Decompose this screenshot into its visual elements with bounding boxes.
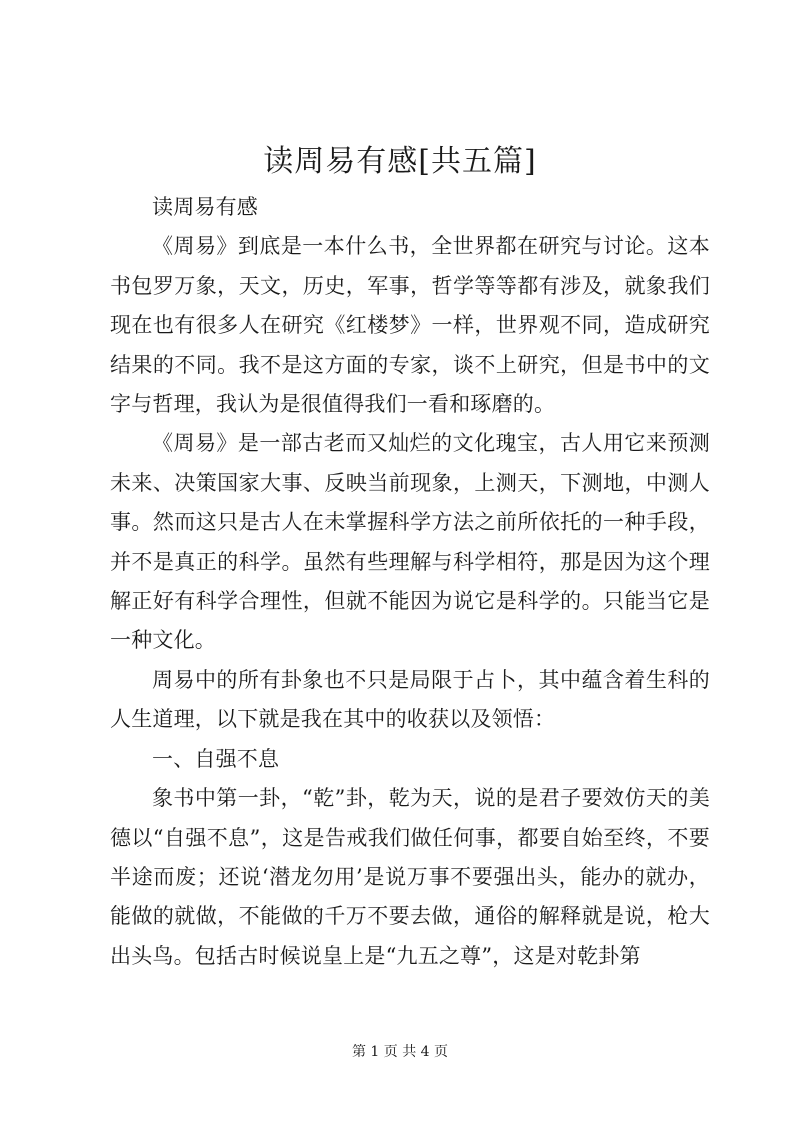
section-heading: 读周易有感 [152, 195, 258, 219]
paragraph: 周易中的所有卦象也不只是局限于占卜，其中蕴含着生科的人生道理，以下就是我在其中的收获以及领悟： [110, 667, 710, 732]
document-body [110, 188, 710, 976]
subsection-heading: 一、自强不息 [152, 746, 280, 771]
document-title: 读周易有感[共五篇] [263, 144, 537, 179]
paragraph: 《周易》到底是一本什么书，全世界都在研究与讨论。这本书包罗万象，天文，历史，军事，哲学等等都有涉及，就象我们现在也有很多人在研究《红楼梦》一样，世界观不同，造成研究结果的不同。我不是这方面的专家，谈不上研究，但是书中的文字与哲理，我认为是很值得我们一看和琢磨的。 [110, 234, 710, 417]
paragraph: 《周易》是一部古老而又灿烂的文化瑰宝，古人用它来预测未来、决策国家大事、反映当前现象，上测天，下测地，中测人事。然而这只是古人在未掌握科学方法之前所依托的一种手段，并不是真正的科学。虽然有些理解与科学相符，那是因为这个理解正好有科学合理性，但就不能因为说它是科学的。只能当它是一种文化。 [110, 431, 710, 653]
page-number-footer: 第 1 页 共 4 页 [351, 1044, 449, 1060]
paragraph: 象书中第一卦，“乾”卦，乾为天，说的是君子要效仿天的美德以“自强不息”，这是告戒我们做任何事，都要自始至终，不要半途而废；还说‘潜龙勿用’是说万事不要强出头，能办的就办，能做的就做，不能做的千万不要去做，通俗的解释就是说，枪大出头鸟。包括古时候说皇上是“九五之尊”，这是对乾卦第 [110, 786, 710, 968]
